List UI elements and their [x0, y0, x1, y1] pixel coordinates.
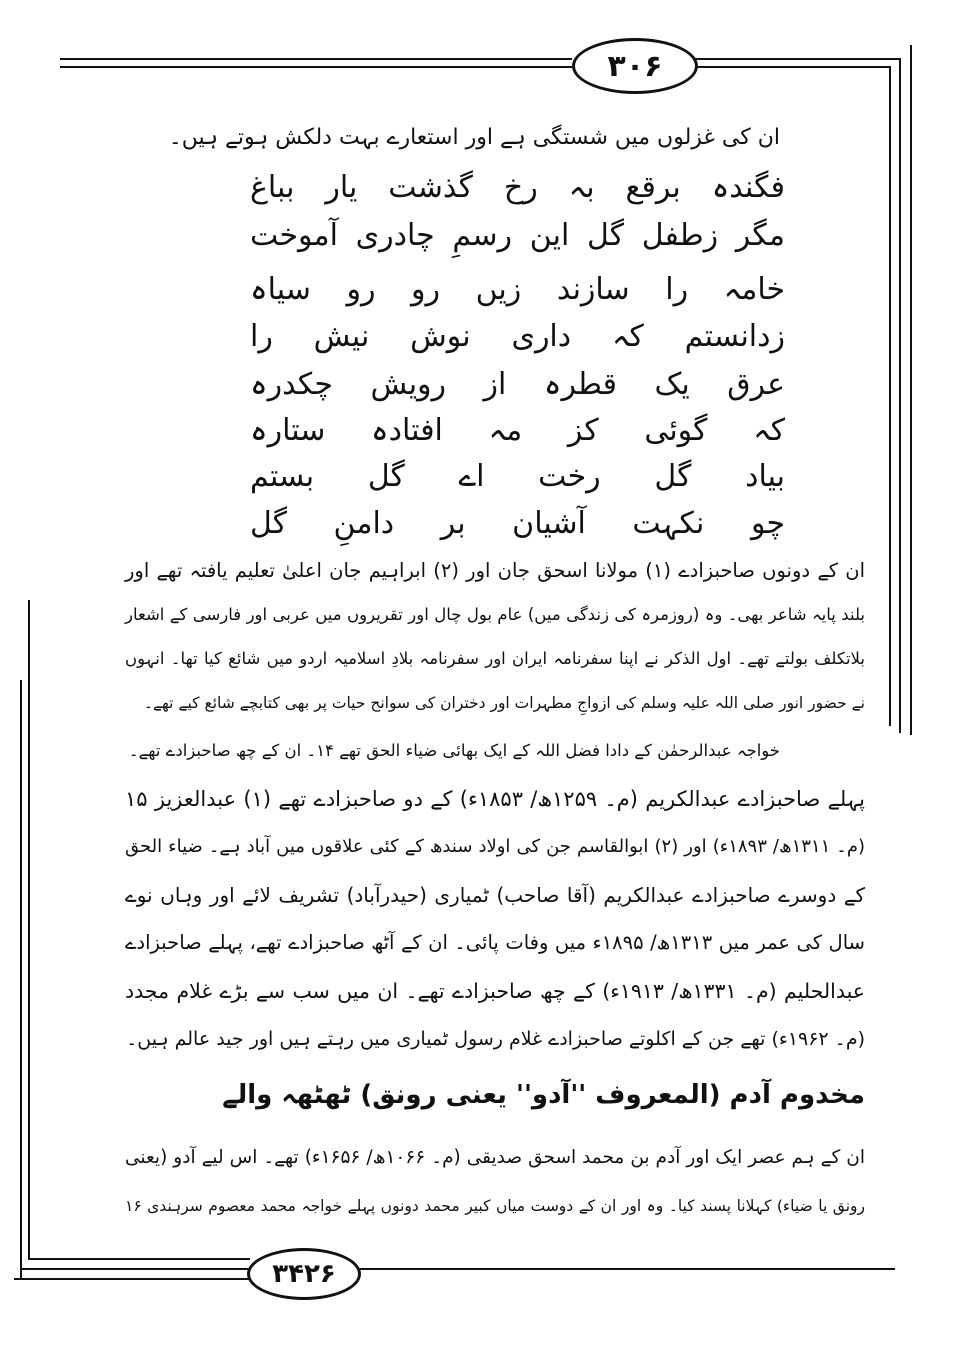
- verse-line: عرق یک قطرہ از رویش چکدرہ: [250, 367, 785, 402]
- verse-line: زدانستم کہ داری نوش نیش را: [250, 319, 785, 354]
- section-heading: مخدوم آدم (المعروف ''آدو'' یعنی رونق) ٹھٹھہ والے: [222, 1080, 865, 1110]
- text-line: بلاتکلف بولتے تھے۔ اول الذکر نے اپنا سفرنامہ ایران اور سفرنامہ بلادِ اسلامیہ اردو میں شائع کیا تھا۔ انہوں: [125, 649, 865, 668]
- frame-bottom-line-4: [355, 1268, 895, 1270]
- frame-top-line-4: [695, 66, 890, 68]
- verse-line: فگندہ برقع بہ رخ گذشت یار بباغ: [250, 170, 785, 205]
- text-line: کے دوسرے صاحبزادے عبدالکریم (آقا صاحب) ٹمیاری (حیدرآباد) تشریف لائے اور وہاں نوے: [125, 883, 865, 907]
- text-line: [125, 680, 865, 726]
- frame-top-line-2: [60, 66, 572, 68]
- frame-left-line-1: [28, 600, 30, 1260]
- frame-top-line-1: [60, 58, 572, 60]
- verse-line: کہ گوئی کز مہ افتادہ ستارہ: [250, 413, 785, 448]
- text-line-content: نے حضور انور صلی اللہ علیہ وسلم کی ازواجِ مطہرات اور دختران کی سوانح حیات پر بھی کتابچے شائع کیے تھے۔: [143, 694, 865, 712]
- frame-right-line-2: [889, 66, 891, 726]
- frame-right-line-1: [899, 58, 901, 733]
- verse-line: چو نکہت آشیان بر دامنِ گل: [250, 506, 785, 541]
- text-line: سال کی عمر میں ۱۳۱۳ھ/ ۱۸۹۵ء میں وفات پائی۔ ان کے آٹھ صاحبزادے تھے، پہلے صاحبزادے: [125, 931, 865, 954]
- frame-top-line-3: [695, 58, 900, 60]
- text-line: بلند پایہ شاعر بھی۔ وہ (روزمرہ کی زندگی میں) عام بول چال اور تقریروں میں عربی اور فارسی کے اشعار: [125, 605, 865, 624]
- text-line: ان کے ہم عصر ایک اور آدم بن محمد اسحق صدیقی (م۔ ۱۰۶۶ھ/ ۱۶۵۶ء) تھے۔ اس لیے آدو (یعنی: [125, 1147, 865, 1168]
- text-line: (م۔ ۱۹۶۲ء) تھے جن کے اکلوتے صاحبزادے غلام رسول ٹمیاری میں رہتے ہیں اور جید عالم ہیں۔: [126, 1028, 865, 1050]
- text-line: ان کے دونوں صاحبزادے (۱) مولانا اسحق جان اور (۲) ابراہیم جان اعلیٰ تعلیم یافتہ تھے اور: [125, 559, 865, 582]
- frame-bottom-line-3: [14, 1278, 250, 1280]
- frame-bottom-line-1: [28, 1258, 250, 1260]
- verse-line: خامہ را سازند زیں رو رو سیاہ: [250, 272, 785, 307]
- verse-line: بیاد گل رخت اے گل بستم: [250, 459, 785, 494]
- intro-line: ان کی غزلوں میں شستگی ہے اور استعارے بہت دلکش ہوتے ہیں۔: [168, 125, 780, 150]
- page-number-top: ۳۰۶: [572, 38, 698, 94]
- frame-left-line-2: [20, 680, 22, 1280]
- text-line: (م۔ ۱۳۱۱ھ/ ۱۸۹۳ء) اور (۲) ابوالقاسم جن کی اولاد سندھ کے کئی علاقوں میں آباد ہے۔ ضیاء الحق: [125, 836, 866, 857]
- verse-line: مگر زطفل گل این رسمِ چادری آموخت: [250, 218, 785, 253]
- frame-right-line-3: [910, 45, 912, 735]
- frame-bottom-line-2: [20, 1268, 250, 1270]
- text-line: خواجہ عبدالرحمٰن کے دادا فضل اللہ کے ایک بھائی ضیاء الحق تھے ۱۴۔ ان کے چھ صاحبزادے تھے۔: [128, 741, 780, 760]
- page-number-bottom: ۳۴۲۶: [247, 1248, 361, 1300]
- text-line: رونق یا ضیاء) کہلانا پسند کیا۔ وہ اور ان کے دوست میاں کبیر محمد دونوں پہلے خواجہ محمد معصوم سرہندی ۱۶: [125, 1197, 865, 1215]
- text-line: عبدالحلیم (م۔ ۱۳۳۱ھ/ ۱۹۱۳ء) کے چھ صاحبزادے تھے۔ ان میں سب سے بڑے غلام مجدد: [125, 979, 865, 1003]
- text-line: پہلے صاحبزادے عبدالکریم (م۔ ۱۲۵۹ھ/ ۱۸۵۳ء) کے دو صاحبزادے تھے (۱) عبدالعزیز ۱۵: [125, 787, 865, 811]
